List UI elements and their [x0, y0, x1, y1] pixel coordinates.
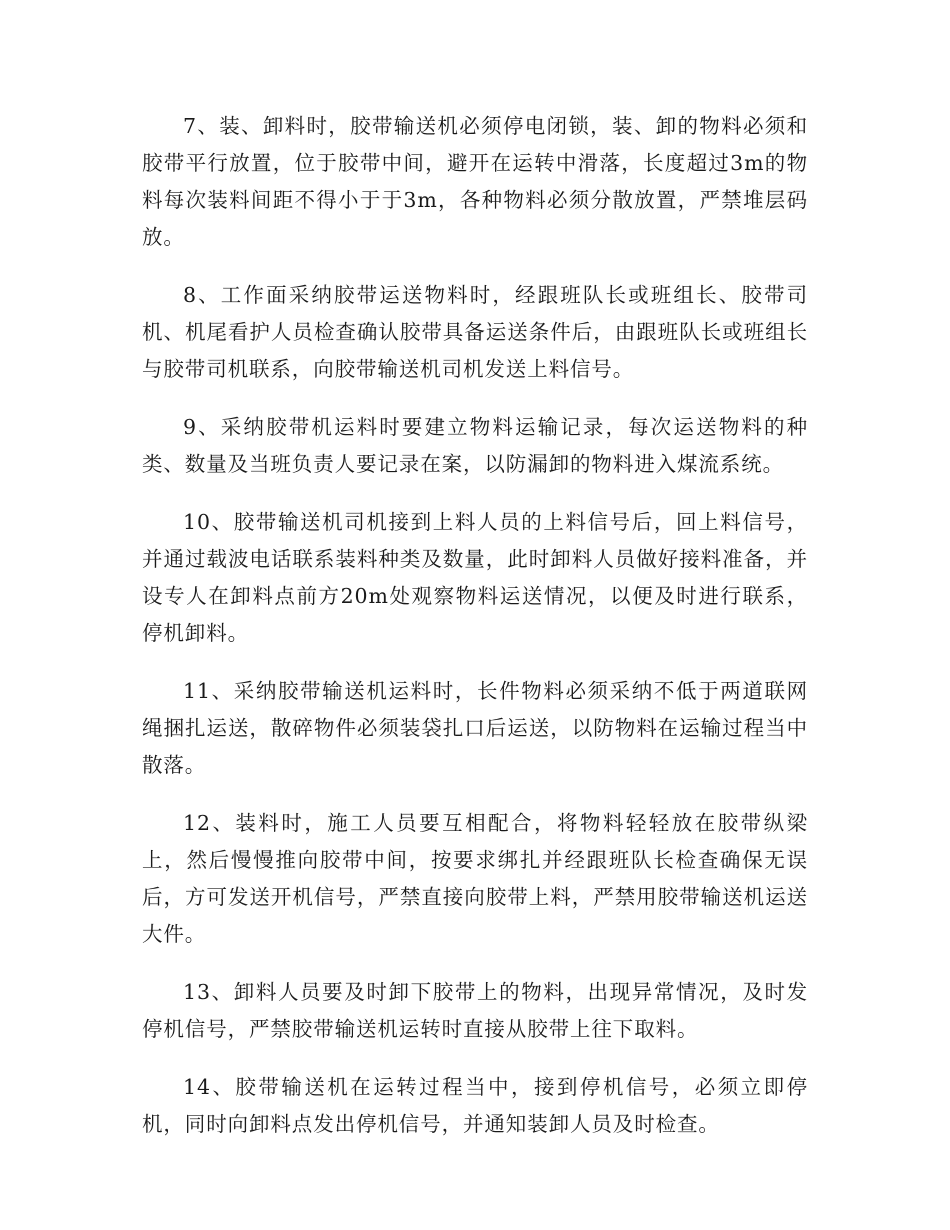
paragraph-item-7: 7、装、卸料时，胶带输送机必须停电闭锁，装、卸的物料必须和胶带平行放置，位于胶带中间，避开在运转中滑落，长度超过3m的物料每次装料间距不得小于于3m，各种物料必须分散放置，严禁堆层码放。 [142, 114, 808, 249]
paragraph-item-14: 14、胶带输送机在运转过程当中，接到停机信号，必须立即停机，同时向卸料点发出停机信号，并通知装卸人员及时检查。 [142, 1075, 808, 1136]
paragraph-item-13: 13、卸料人员要及时卸下胶带上的物料，出现异常情况，及时发停机信号，严禁胶带输送机运转时直接从胶带上往下取料。 [142, 980, 808, 1041]
document-body [142, 108, 808, 1164]
paragraph-item-11: 11、采纳胶带输送机运料时，长件物料必须采纳不低于两道联网绳捆扎运送，散碎物件必须装袋扎口后运送，以防物料在运输过程当中散落。 [142, 679, 808, 777]
paragraph-item-9: 9、采纳胶带机运料时要建立物料运输记录，每次运送物料的种类、数量及当班负责人要记录在案，以防漏卸的物料进入煤流系统。 [142, 415, 808, 476]
paragraph-item-10: 10、胶带输送机司机接到上料人员的上料信号后，回上料信号，并通过载波电话联系装料种类及数量，此时卸料人员做好接料准备，并设专人在卸料点前方20m处观察物料运送情况，以便及时进行联系，停机卸料。 [142, 510, 808, 645]
paragraph-item-8: 8、工作面采纳胶带运送物料时，经跟班队长或班组长、胶带司机、机尾看护人员检查确认胶带具备运送条件后，由跟班队长或班组长与胶带司机联系，向胶带输送机司机发送上料信号。 [142, 283, 808, 381]
paragraph-item-12: 12、装料时，施工人员要互相配合，将物料轻轻放在胶带纵梁上，然后慢慢推向胶带中间，按要求绑扎并经跟班队长检查确保无误后，方可发送开机信号，严禁直接向胶带上料，严禁用胶带输送机运送大件。 [142, 811, 808, 946]
